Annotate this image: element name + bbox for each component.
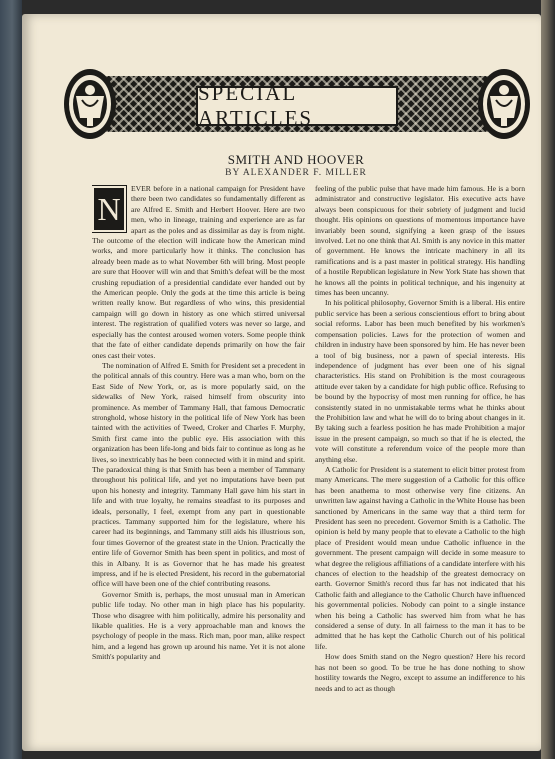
paragraph: A Catholic for President is a statement to elicit bitter protest from many Americans. The mere suggestion of a Catholic for this office has been anathema to most otherwise very fine citizens. An unwritten law against having a Catholic in the White House has been sanctioned by Americans in the same way that a third term for President has seen no precedent. Governor Smith is a Catholic. The opinion is held by many people that to elevate a Catholic to the high place of President would mean undue Catholic influence in the government. The present campaign will decide in some measure to what degree the religious affiliations of a candidate interfere with his chances of election to the headship of the greatest democracy on earth. Governor Smith's record thus far has not indicated that his Catholic faith and allegiance to the Catholic Church have influenced his governmental policies. Nobody can point to a single instance when his being a Catholic has swerved him from what he has considered a sense of duty. In all fairness to the man it has to be admitted that he has kept the Catholic Church out of his political life. — [315, 464, 525, 651]
article-byline: BY ALEXANDER F. MILLER — [225, 168, 367, 178]
crest-ornament-right-icon — [476, 66, 532, 142]
paragraph: feeling of the public pulse that have made him famous. He is a born administrator and constructive legislator. His executive acts have always been conspicuous for their sobriety of judgment and lucid thought. His opinions on questions of momentous importance have invariably been sound, signifying a keen grasp of the issues involved. Let no one think that Al. Smith is any novice in this matter of government. He knows the intricate machinery in all its ramifications and is a past master in political strategy. His handling of a hostile Republican legislature in New York State has shown that he knows all the points in political technique, and his ingenuity at times has been uncanny. — [315, 184, 525, 298]
right-column — [315, 184, 525, 734]
left-column — [92, 184, 305, 734]
banner-title-box — [196, 81, 398, 130]
section-banner — [62, 66, 532, 142]
paragraph: In his political philosophy, Governor Smith is a liberal. His entire public service has been a serious conscientious effort to bring about social reforms. Labor has been much benefited by his workmen's compensation policies. Laws for the protection of women and children in industry have been sponsored by him. He has never been a tool of big business, nor a pawn of special interests. His independence of judgment has ever been one of his signal characteristics. His stand on Prohibition is the most courageous attitude ever taken by a candidate for high public office. Refusing to be bound by the hypocrisy of most men running for office, he has consistently stated in no unmistakable terms what he thinks about the Prohibition law and what he will do to bring about changes in it. By taking such a fearless position he has made Prohibition a major issue in the present campaign, so much so that if he is elected, the vote will constitute a referendum voice of the people more than anything else. — [315, 298, 525, 464]
paragraph: The nomination of Alfred E. Smith for President set a precedent in the political annals of this country. Here was a man who, born on the East Side of New York, or, as is more popularly said, on the sidewalks of New York, raised himself from obscurity into prominence. As member of Tammany Hall, that famous Democratic stronghold, whose history in the political life of New York has been tainted with the activities of Tweed, Croker and Charles F. Murphy, Smith first came into the public eye. His association with this organization has been life-long and bids fair to continue as long as he lives, so inextricably has he been connected with it in mind and spirit. The paradoxical thing is that Smith has been a member of Tammany throughout his political life, and yet no imputations have been put upon his honesty and integrity. Tammany Hall gave him his start in life and with true loyalty, he remains steadfast to its purposes and ideals, personally, I feel, exempt from any part in questionable practices. Tammany supported him for the legislature, where his career had its beginnings, and Tammany still aids his illustrious son, four times Governor of the greatest state in the Union. Practically the entire life of Governor Smith has been spent in politics, and most of this in Albany. It is as Governor that he has made his greatest impress, and if he is elected President, his record in the gubernatorial office will have been one of the chief contributing reasons. — [92, 360, 305, 589]
page-edge — [541, 0, 555, 759]
drop-cap: N — [92, 186, 126, 232]
article-headline: SMITH AND HOOVER — [227, 152, 365, 167]
paragraph: Governor Smith is, perhaps, the most unusual man in American public life today. No other man in high place has his popularity. Those who disagree with him politically, admire his personality and likable qualities. He is a very approachable man and knows the psychology of people in the mass. Rich man, poor man, alike respect him, and a legend has grown up around his name. Yet it is not alone Smith's popularity and — [92, 589, 305, 662]
section-title: SPECIAL ARTICLES — [198, 81, 314, 130]
crest-ornament-left-icon — [62, 66, 118, 142]
paragraph: EVER before in a national campaign for President have there been two candidates so fundamentally different as are Alfred E. Smith and Herbert Hoover. Here are two men, who in lineage, training and experience are as far apart as the poles and as dissimilar as day is from night. The outcome of the election will indicate how the American mind works, and more particularly how it thinks. The conclusion has already been made as to what November 6th will bring. Most people are sure that Hoover will win and that Smith's defeat will be the most crushing repudiation of a presidential candidate ever handed out by the American people. Only the gods at the time this article is being written really know. But regardless of who wins, this presidential campaign will go down in history as one which stirred universal interest. The registration of qualified voters was never so large, and especially has the contest aroused women voters. Some people think that the fate of either candidate depends primarily on how the fair ones cast their votes. — [92, 184, 305, 360]
book-binding — [0, 0, 22, 759]
paragraph: How does Smith stand on the Negro question? Here his record has not been so good. To be true he has done nothing to show hostility towards the Negro, except to assume an indifference to his needs and to act as though — [315, 652, 525, 693]
